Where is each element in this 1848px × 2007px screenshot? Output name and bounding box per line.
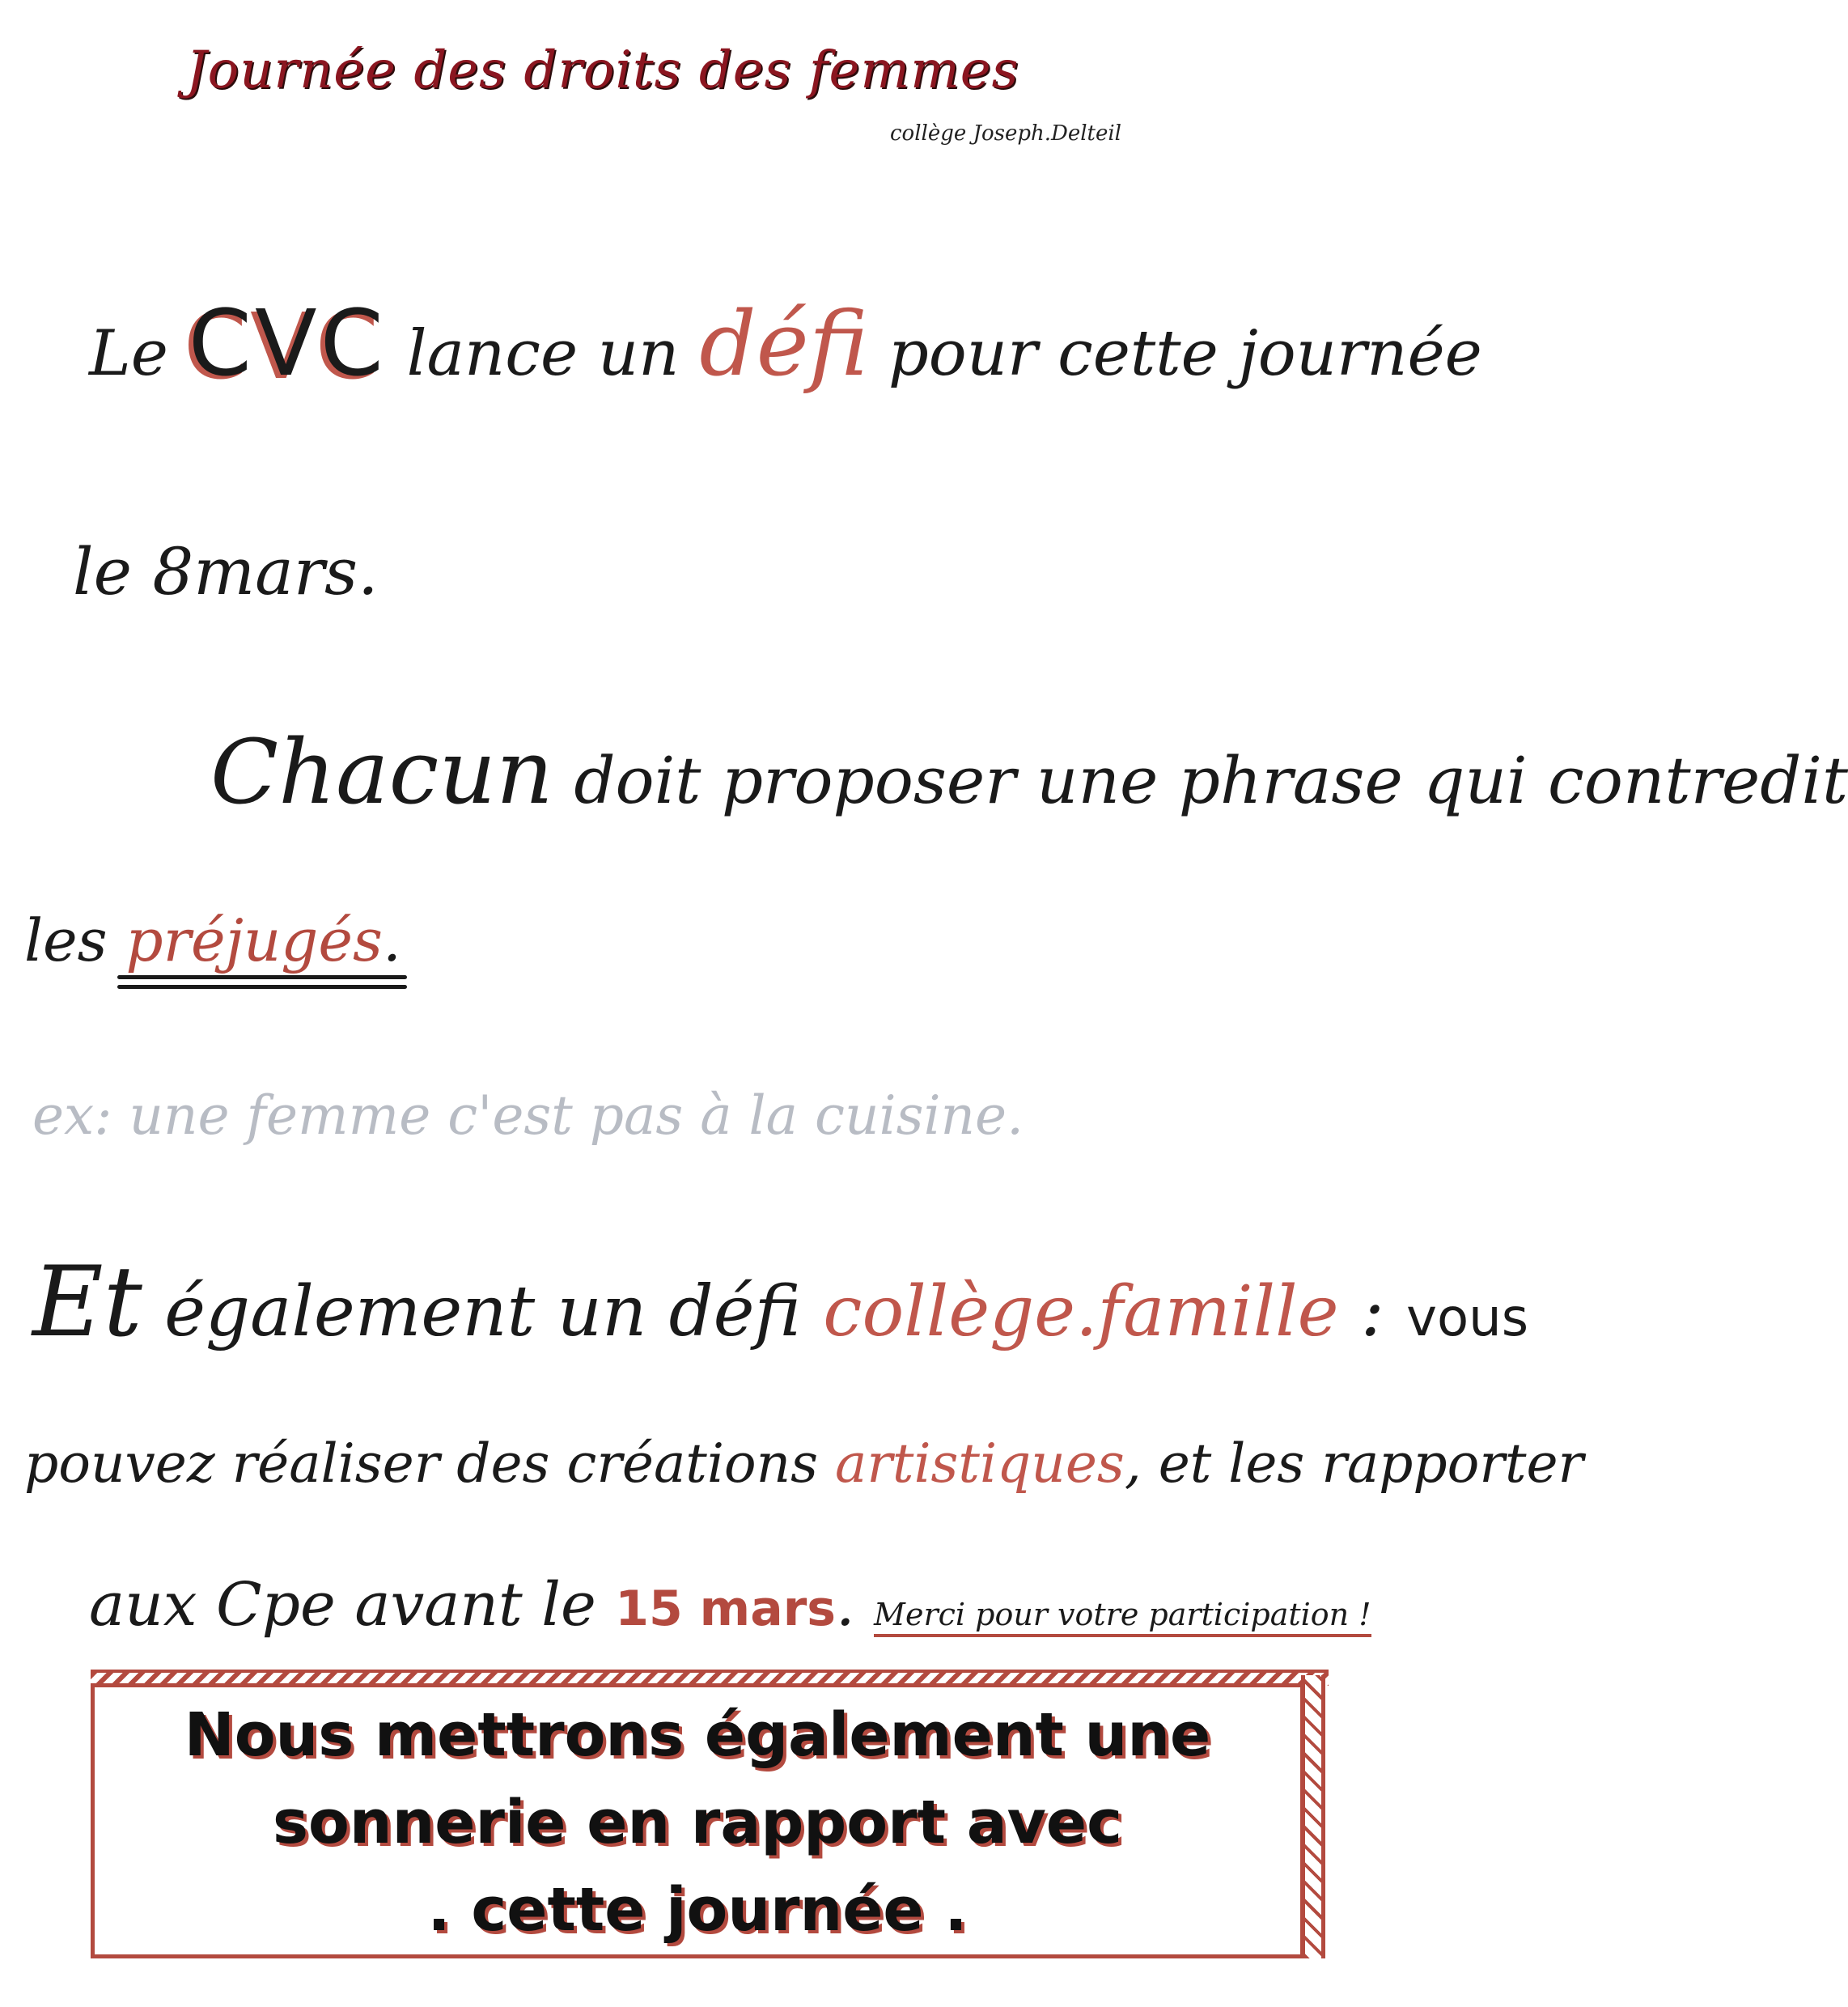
text-fragment: Le	[89, 317, 189, 390]
school-name: collège Joseph.Delteil	[890, 121, 1121, 146]
text-fragment: .	[382, 906, 401, 974]
text-fragment: Et	[32, 1246, 142, 1359]
defi-word: défi	[699, 292, 869, 396]
text-fragment: aux Cpe avant le	[89, 1570, 616, 1640]
prejuges-word	[125, 906, 382, 974]
text-fragment: également un défi	[142, 1271, 824, 1352]
artistiques-word: artistiques	[835, 1432, 1125, 1495]
college-famille-word: collège.famille	[823, 1271, 1339, 1352]
underline-1	[117, 975, 406, 979]
text-fragment: lance un	[386, 317, 700, 390]
text-fragment: .	[836, 1570, 875, 1640]
example-sentence: ex: une femme c'est pas à la cuisine.	[32, 1084, 1024, 1147]
text-fragment: :	[1338, 1271, 1407, 1352]
box-side-hatch	[1301, 1675, 1325, 1958]
text-fragment: les	[24, 906, 126, 974]
line-creations	[24, 1432, 1583, 1495]
poster-title: Journée des droits des femmes	[186, 40, 1019, 100]
text-fragment: pouvez réaliser des créations	[24, 1432, 836, 1495]
line-prejuges	[24, 906, 401, 974]
underline-2	[117, 985, 406, 989]
text-fragment: , et les rapporter	[1124, 1432, 1584, 1495]
announcement-line-3: . cette journée .	[427, 1875, 968, 1945]
text-fragment: pour cette journée	[868, 317, 1482, 390]
text-fragment: doit proposer une phrase qui contredit	[553, 743, 1848, 818]
announcement-text	[91, 1691, 1304, 1954]
thanks-note: Merci pour votre participation !	[874, 1597, 1371, 1637]
line-chacun	[210, 720, 1848, 824]
cvc-acronym: CVC	[188, 291, 387, 397]
line-college-famille	[32, 1246, 1528, 1359]
prejuges-text: préjugés	[125, 906, 383, 974]
line-deadline	[89, 1570, 1371, 1640]
announcement-line-2: sonnerie en rapport avec	[273, 1788, 1122, 1857]
text-fragment: Chacun	[210, 720, 553, 824]
line-cvc-challenge	[89, 291, 1482, 397]
deadline-date: 15 mars	[615, 1581, 836, 1637]
line-date: le 8mars.	[73, 534, 379, 609]
text-fragment: vous	[1406, 1288, 1529, 1348]
announcement-line-1: Nous mettrons également une	[184, 1700, 1211, 1770]
